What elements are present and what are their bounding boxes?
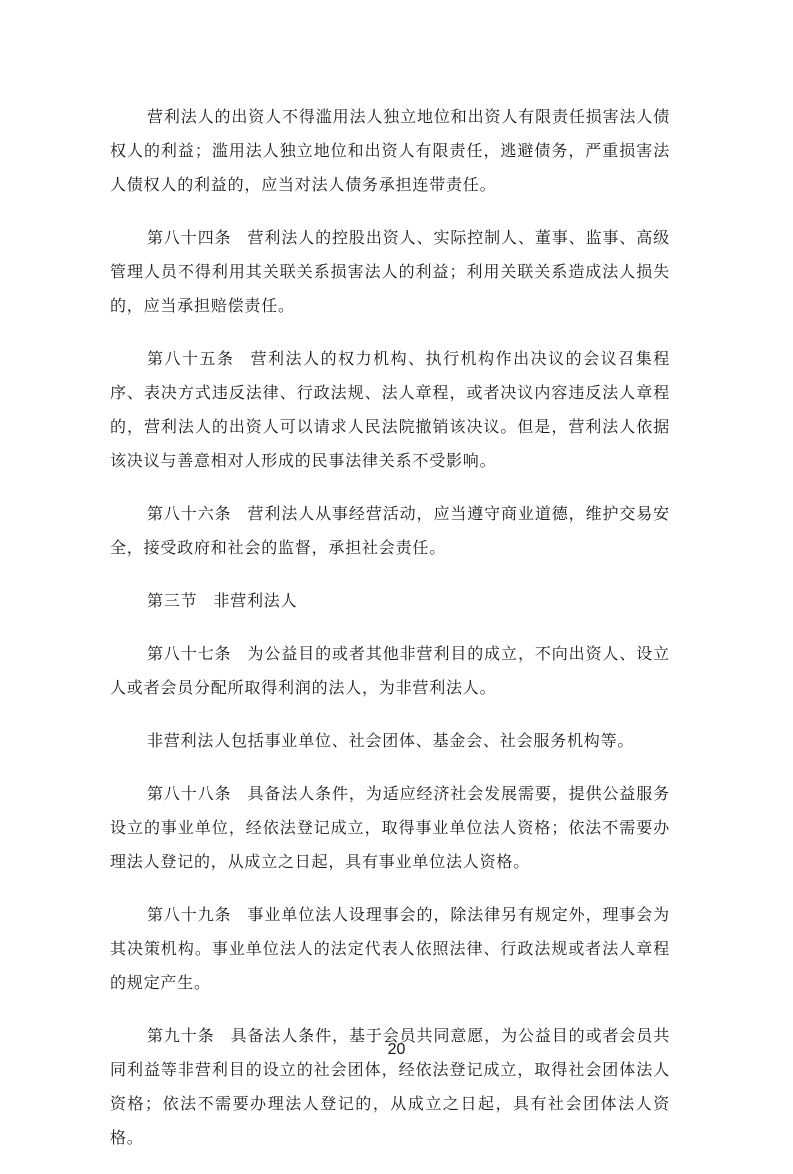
article-87 xyxy=(110,637,670,705)
section-heading xyxy=(110,584,670,618)
article-85 xyxy=(110,342,670,478)
article-number: 第八十七条 xyxy=(147,644,232,663)
article-86 xyxy=(110,497,670,565)
article-84 xyxy=(110,221,670,323)
article-number: 第八十八条 xyxy=(147,784,232,803)
paragraph-creditor-protection xyxy=(110,100,670,202)
article-text: 为公益目的或者其他非营利目的成立，不向出资人、设立人或者会员分配所取得利润的法人，为非营利法人。 xyxy=(110,644,670,697)
article-number: 第八十五条 xyxy=(147,349,235,368)
paragraph-nonprofit-types xyxy=(110,724,670,758)
page-number: 20 xyxy=(387,1041,406,1058)
article-text: 具备法人条件，为适应经济社会发展需要，提供公益服务设立的事业单位，经依法登记成立，取得事业单位法人资格；依法不需要办理法人登记的，从成立之日起，具有事业单位法人资格。 xyxy=(110,784,670,871)
paragraph-text: 营利法人的出资人不得滥用法人独立地位和出资人有限责任损害法人债权人的利益；滥用法人独立地位和出资人有限责任，逃避债务，严重损害法人债权人的利益的，应当对法人债务承担连带责任。 xyxy=(110,107,670,194)
article-number: 第九十条 xyxy=(147,1026,215,1045)
article-88 xyxy=(110,777,670,879)
article-text: 营利法人的权力机构、执行机构作出决议的会议召集程序、表决方式违反法律、行政法规、法人章程，或者决议内容违反法人章程的，营利法人的出资人可以请求人民法院撤销该决议。但是，营利法人依据该决议与善意相对人形成的民事法律关系不受影响。 xyxy=(110,349,670,470)
section-title: 非营利法人 xyxy=(213,591,298,610)
article-text: 营利法人的控股出资人、实际控制人、董事、监事、高级管理人员不得利用其关联关系损害法人的利益；利用关联关系造成法人损失的，应当承担赔偿责任。 xyxy=(110,228,670,315)
section-number: 第三节 xyxy=(147,591,198,610)
article-text: 事业单位法人设理事会的，除法律另有规定外，理事会为其决策机构。事业单位法人的法定代表人依照法律、行政法规或者法人章程的规定产生。 xyxy=(110,905,670,992)
document-body xyxy=(110,100,670,1174)
article-text: 营利法人从事经营活动，应当遵守商业道德，维护交易安全，接受政府和社会的监督，承担社会责任。 xyxy=(110,504,670,557)
paragraph-text: 非营利法人包括事业单位、社会团体、基金会、社会服务机构等。 xyxy=(147,731,635,750)
article-89 xyxy=(110,898,670,1000)
article-text: 具备法人条件，基于会员共同意愿，为公益目的或者会员共同利益等非营利目的设立的社会团体，经依法登记成立，取得社会团体法人资格；依法不需要办理法人登记的，从成立之日起，具有社会团体法人资格。 xyxy=(110,1026,670,1147)
article-number: 第八十九条 xyxy=(147,905,232,924)
article-number: 第八十四条 xyxy=(147,228,232,247)
article-number: 第八十六条 xyxy=(147,504,232,523)
